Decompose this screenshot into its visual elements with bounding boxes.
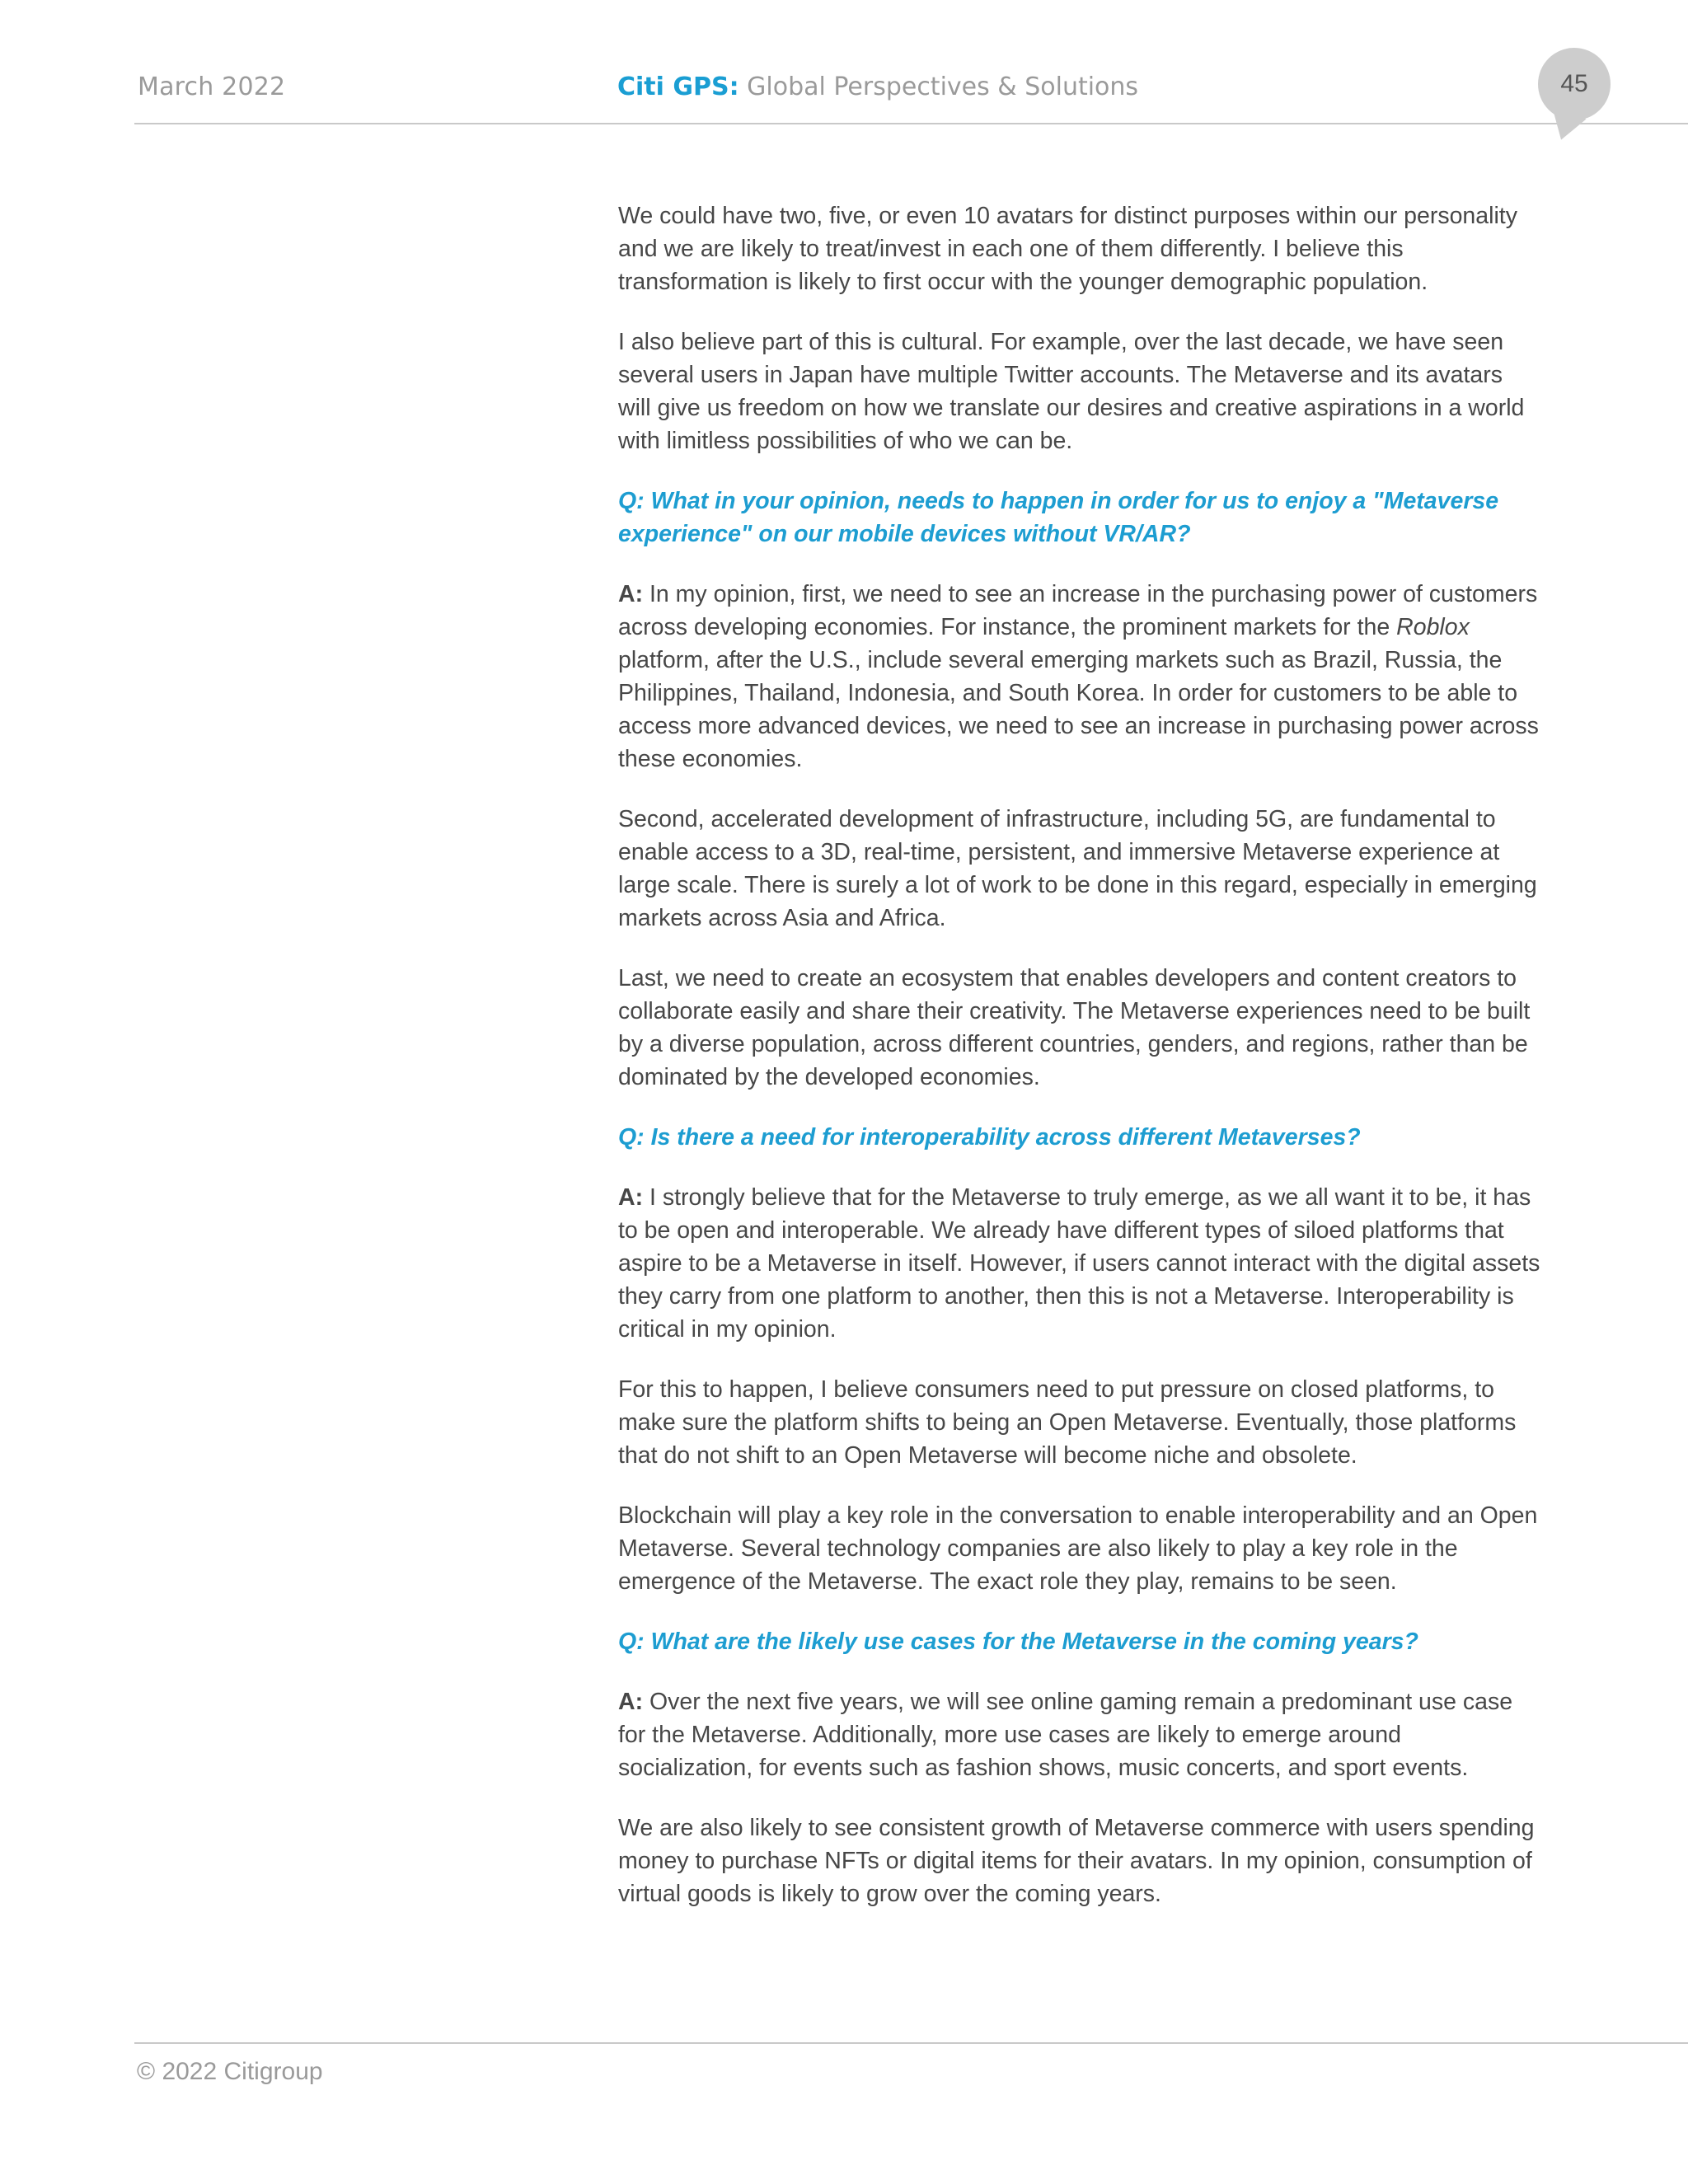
paragraph: Blockchain will play a key role in the conversation to enable interoperability and an Open Metaverse. Several technology companies are also likely to play a key role in the emergence of the Metaverse. The exact role they play, remains to be seen. <box>618 1502 1538 1595</box>
interview-question: Q: Is there a need for interoperability across different Metaverses? <box>618 1124 1361 1151</box>
answer-text: platform, after the U.S., include several emerging markets such as Brazil, Russia, the Philippines, Thailand, Indonesia, and South Korea. In order for customers to be able to access more advanced devices, we need to see an increase in purchasing power across these economies. <box>618 647 1539 772</box>
answer-label: A: <box>618 1184 644 1211</box>
footer-divider <box>134 2042 1688 2044</box>
paragraph: For this to happen, I believe consumers need to put pressure on closed platforms, to make sure the platform shifts to being an Open Metaverse. Eventually, those platforms that do not shift to an Open Metaverse will become niche and obsolete. <box>618 1376 1517 1469</box>
paragraph: We could have two, five, or even 10 avatars for distinct purposes within our personality and we are likely to treat/invest in each one of them differently. I believe this transformation is likely to first occur with the younger demographic population. <box>618 203 1517 295</box>
platform-name: Roblox <box>1396 614 1470 640</box>
footer-copyright: © 2022 Citigroup <box>137 2058 323 2085</box>
page-number: 45 <box>1560 70 1588 97</box>
answer-text: Over the next five years, we will see online gaming remain a predominant use case for the Metaverse. Additionally, more use cases are likely to emerge around socialization, for events such as fashion shows, music concerts, and sport events. <box>618 1689 1513 1781</box>
paragraph: I also believe part of this is cultural. For example, over the last decade, we have seen several users in Japan have multiple Twitter accounts. The Metaverse and its avatars will give us freedom on how we translate our desires and creative aspirations in a world with limitless possibilities of who we can be. <box>618 329 1525 454</box>
paragraph: We are also likely to see consistent growth of Metaverse commerce with users spending money to purchase NFTs or digital items for their avatars. In my opinion, consumption of virtual goods is likely to grow over the coming years. <box>618 1815 1535 1907</box>
paragraph: Last, we need to create an ecosystem that enables developers and content creators to collaborate easily and share their creativity. The Metaverse experiences need to be built by a diverse population, across different countries, genders, and regions, rather than be dominated by the developed economies. <box>618 965 1531 1090</box>
page-number-badge <box>1538 48 1611 120</box>
answer-text: In my opinion, first, we need to see an increase in the purchasing power of customers across developing economies. For instance, the prominent markets for the <box>618 581 1538 640</box>
header-publication <box>617 73 1138 101</box>
brand-name: Citi GPS: <box>617 73 739 101</box>
header-date: March 2022 <box>138 73 286 101</box>
interview-answer <box>618 1181 1541 1346</box>
interview-question: Q: What in your opinion, needs to happen in order for us to enjoy a "Metaverse experience" on our mobile devices without VR/AR? <box>618 488 1499 547</box>
interview-question: Q: What are the likely use cases for the Metaverse in the coming years? <box>618 1629 1418 1655</box>
article-body <box>618 199 1541 1938</box>
answer-label: A: <box>618 581 644 607</box>
paragraph: Second, accelerated development of infrastructure, including 5G, are fundamental to enable access to a 3D, real-time, persistent, and immersive Metaverse experience at large scale. There is surely a lot of work to be done in this regard, especially in emerging markets across Asia and Africa. <box>618 806 1537 931</box>
interview-answer <box>618 578 1541 776</box>
brand-tagline: Global Perspectives & Solutions <box>747 73 1139 101</box>
interview-answer <box>618 1685 1541 1784</box>
answer-text: I strongly believe that for the Metaverse to truly emerge, as we all want it to be, it has to be open and interoperable. We already have different types of siloed platforms that aspire to be a Metaverse in itself. However, if users cannot interact with the digital assets they carry from one platform to another, then this is not a Metaverse. Interoperability is critical in my opinion. <box>618 1184 1540 1343</box>
answer-label: A: <box>618 1689 644 1715</box>
header-divider <box>134 123 1688 124</box>
